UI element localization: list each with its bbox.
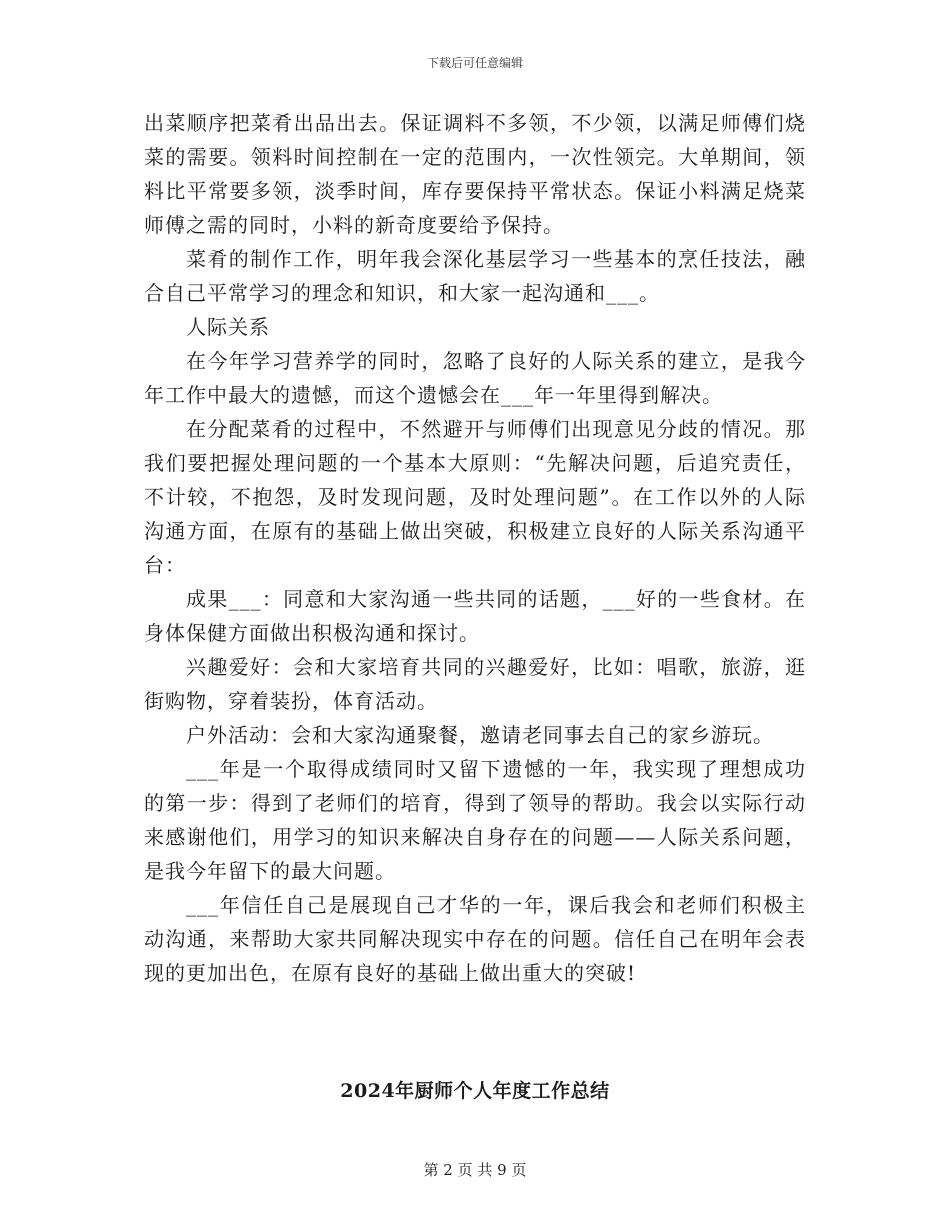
paragraph-9: ___年是一个取得成绩同时又留下遗憾的一年，我实现了理想成功的第一步：得到了老师们的培育，得到了领导的帮助。我会以实际行动来感谢他们，用学习的知识来解决自身存在的问题——人际关系问题，是我今年留下的最大问题。 bbox=[144, 757, 806, 883]
next-document-title: 2024年厨师个人年度工作总结 bbox=[340, 1080, 610, 1102]
paragraph-6: 成果___：同意和大家沟通一些共同的话题，___好的一些食材。在身体保健方面做出积极沟通和探讨。 bbox=[144, 587, 806, 645]
page-number: 第 2 页 共 9 页 bbox=[423, 1161, 527, 1179]
paragraph-1: 出菜顺序把菜肴出品出去。保证调料不多领，不少领，以满足师傅们烧菜的需要。领料时间控制在一定的范围内，一次性领完。大单期间，领料比平常要多领，淡季时间，库存要保持平常状态。保证小料满足烧菜师傅之需的同时，小料的新奇度要给予保持。 bbox=[144, 111, 806, 237]
paragraph-10: ___年信任自己是展现自己才华的一年，课后我会和老师们积极主动沟通，来帮助大家共同解决现实中存在的问题。信任自己在明年会表现的更加出色，在原有良好的基础上做出重大的突破! bbox=[144, 893, 806, 985]
section-heading-interpersonal: 人际关系 bbox=[186, 315, 270, 339]
header-note: 下载后可任意编辑 bbox=[426, 56, 523, 70]
paragraph-2: 菜肴的制作工作，明年我会深化基层学习一些基本的烹任技法，融合自己平常学习的理念和知识，和大家一起沟通和___。 bbox=[144, 247, 806, 305]
paragraph-5: 在分配菜肴的过程中，不然避开与师傅们出现意见分歧的情况。那我们要把握处理问题的一个基本大原则：“先解决问题，后追究责任，不计较，不抱怨，及时发现问题，及时处理问题”。在工作以外的人际沟通方面，在原有的基础上做出突破，积极建立良好的人际关系沟通平台： bbox=[144, 417, 806, 577]
paragraph-8: 户外活动：会和大家沟通聚餐，邀请老同事去自己的家乡游玩。 bbox=[186, 723, 774, 747]
document-body bbox=[144, 106, 806, 990]
paragraph-4: 在今年学习营养学的同时，忽略了良好的人际关系的建立，是我今年工作中最大的遗憾，而这个遗憾会在___年一年里得到解决。 bbox=[144, 349, 806, 407]
paragraph-7: 兴趣爱好：会和大家培育共同的兴趣爱好，比如：唱歌，旅游，逛街购物，穿着装扮，体育活动。 bbox=[144, 655, 806, 713]
